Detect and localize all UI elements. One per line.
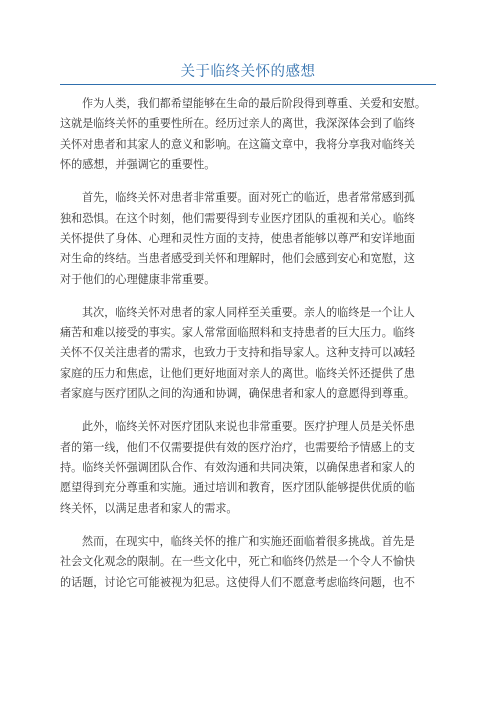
document-body xyxy=(60,94,436,605)
paragraph-line: 家庭的压力和焦虑，让他们更好地面对亲人的离世。临终关怀还提供了患 xyxy=(60,366,416,380)
paragraph-line: 持。临终关怀强调团队合作、有效沟通和共同决策，以确保患者和家人的 xyxy=(60,461,416,474)
paragraph-line: 怀的感想，并强调它的重要性。 xyxy=(60,158,216,172)
paragraph-line: 愿望得到充分尊重和实施。通过培训和教育，医疗团队能够提供优质的临 xyxy=(60,481,416,495)
paragraph xyxy=(60,303,436,405)
paragraph-line: 其次，临终关怀对患者的家人同样至关重要。亲人的临终是一个让人 xyxy=(82,305,415,319)
paragraph-line: 首先，临终关怀对患者非常重要。面对死亡的临近，患者常常感到孤 xyxy=(82,191,415,205)
page-title: 关于临终关怀的感想 xyxy=(180,64,316,80)
paragraph-line: 关怀提供了身体、心理和灵性方面的支持，使患者能够以尊严和安详地面 xyxy=(60,231,416,245)
paragraph-line: 此外，临终关怀对医疗团队来说也非常重要。医疗护理人员是关怀患 xyxy=(82,420,415,434)
title-underline xyxy=(60,84,436,85)
paragraph-line: 关怀不仅关注患者的需求，也致力于支持和指导家人。这种支持可以减轻 xyxy=(60,346,416,360)
paragraph-line: 社会文化观念的限制。在一些文化中，死亡和临终仍然是一个令人不愉快 xyxy=(60,555,416,569)
paragraph xyxy=(60,188,436,290)
paragraph-line: 这就是临终关怀的重要性所在。经历过亲人的离世，我深深体会到了临终 xyxy=(60,117,416,131)
paragraph-line: 独和恐惧。在这个时刻，他们需要得到专业医疗团队的重视和关心。临终 xyxy=(60,211,416,225)
paragraph-line: 终关怀，以满足患者和家人的需求。 xyxy=(60,501,238,515)
paragraph xyxy=(60,532,436,593)
paragraph-line: 者家庭与医疗团队之间的沟通和协调，确保患者和家人的意愿得到尊重。 xyxy=(60,387,416,401)
paragraph-line: 关怀对患者和其家人的意义和影响。在这篇文章中，我将分享我对临终关 xyxy=(60,137,416,151)
paragraph xyxy=(60,417,436,519)
paragraph-line: 对生命的终结。当患者感受到关怀和理解时，他们会感到安心和宽慰，这 xyxy=(60,252,416,266)
paragraph-line: 然而，在现实中，临终关怀的推广和实施还面临着很多挑战。首先是 xyxy=(82,534,415,548)
paragraph xyxy=(60,94,436,176)
paragraph-line: 作为人类，我们都希望能够在生命的最后阶段得到尊重、关爱和安慰。 xyxy=(82,97,426,110)
paragraph-line: 者的第一线，他们不仅需要提供有效的医疗治疗，也需要给予情感上的支 xyxy=(60,440,416,454)
paragraph-line: 的话题，讨论它可能被视为犯忌。这使得人们不愿意考虑临终问题，也不 xyxy=(60,575,416,589)
paragraph-line: 对于他们的心理健康非常重要。 xyxy=(60,272,216,286)
paragraph-line: 痛苦和难以接受的事实。家人常常面临照料和支持患者的巨大压力。临终 xyxy=(60,326,416,340)
